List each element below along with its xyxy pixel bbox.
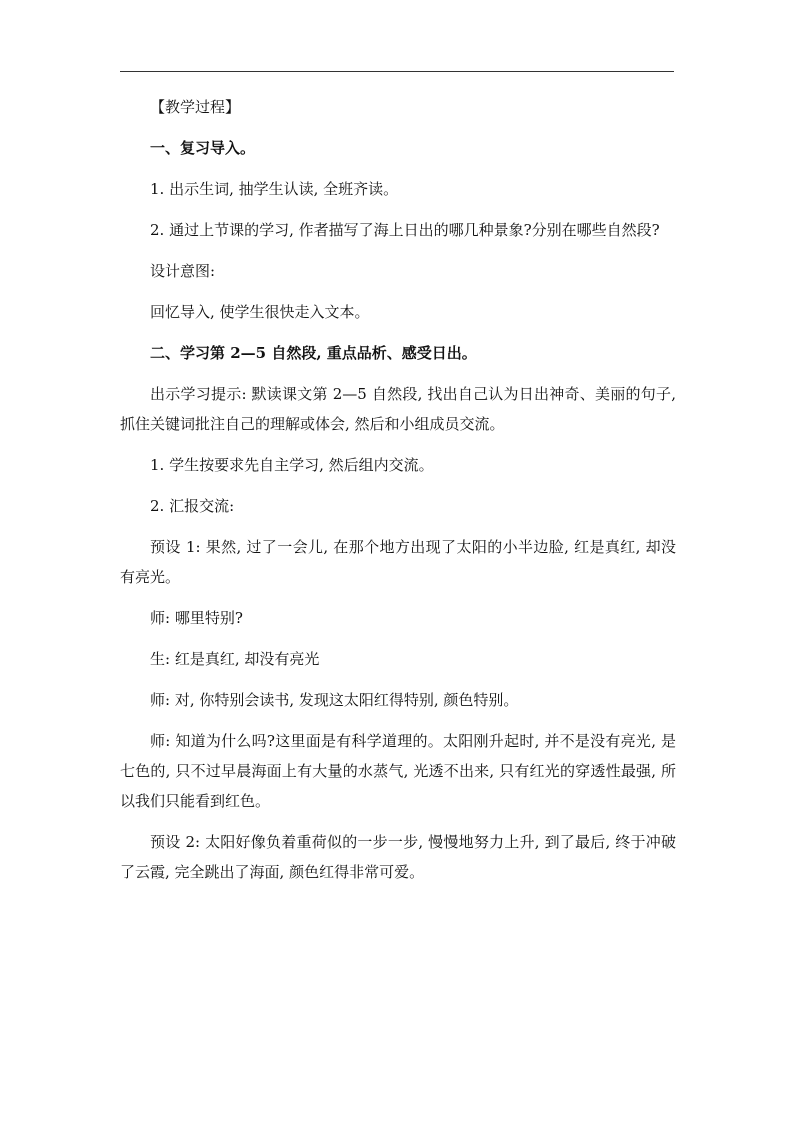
header-rule xyxy=(120,71,674,72)
paragraph: 预设 2: 太阳好像负着重荷似的一步一步, 慢慢地努力上升, 到了最后, 终于冲破了云霞, 完全跳出了海面, 颜色红得非常可爱。 xyxy=(120,833,676,881)
paragraph: 设计意图: xyxy=(150,262,216,280)
document-body xyxy=(120,92,676,898)
subsection-heading: 二、学习第 2—5 自然段, 重点品析、感受日出。 xyxy=(150,344,477,362)
paragraph: 生: 红是真红, 却没有亮光 xyxy=(150,650,320,668)
paragraph: 回忆导入, 使学生很快走入文本。 xyxy=(150,303,370,321)
paragraph: 出示学习提示: 默读课文第 2—5 自然段, 找出自己认为日出神奇、美丽的句子, 抓住关键词批注自己的理解或体会, 然后和小组成员交流。 xyxy=(120,385,676,433)
paragraph: 师: 对, 你特别会读书, 发现这太阳红得特别, 颜色特别。 xyxy=(150,691,519,709)
paragraph: 师: 哪里特别? xyxy=(150,609,243,627)
section-heading: 【教学过程】 xyxy=(150,98,241,116)
paragraph: 1. 学生按要求先自主学习, 然后组内交流。 xyxy=(150,456,434,474)
paragraph: 预设 1: 果然, 过了一会儿, 在那个地方出现了太阳的小半边脸, 红是真红, 却没有亮光。 xyxy=(120,538,676,586)
subsection-heading: 一、复习导入。 xyxy=(150,139,256,157)
paragraph: 2. 汇报交流: xyxy=(150,497,235,515)
paragraph: 师: 知道为什么吗?这里面是有科学道理的。太阳刚升起时, 并不是没有亮光, 是七色的, 只不过早晨海面上有大量的水蒸气, 光透不出来, 只有红光的穿透性最强, 所以我们只能看到红色。 xyxy=(120,732,676,810)
paragraph: 2. 通过上节课的学习, 作者描写了海上日出的哪几种景象?分别在哪些自然段? xyxy=(150,221,660,239)
paragraph: 1. 出示生词, 抽学生认读, 全班齐读。 xyxy=(150,180,399,198)
